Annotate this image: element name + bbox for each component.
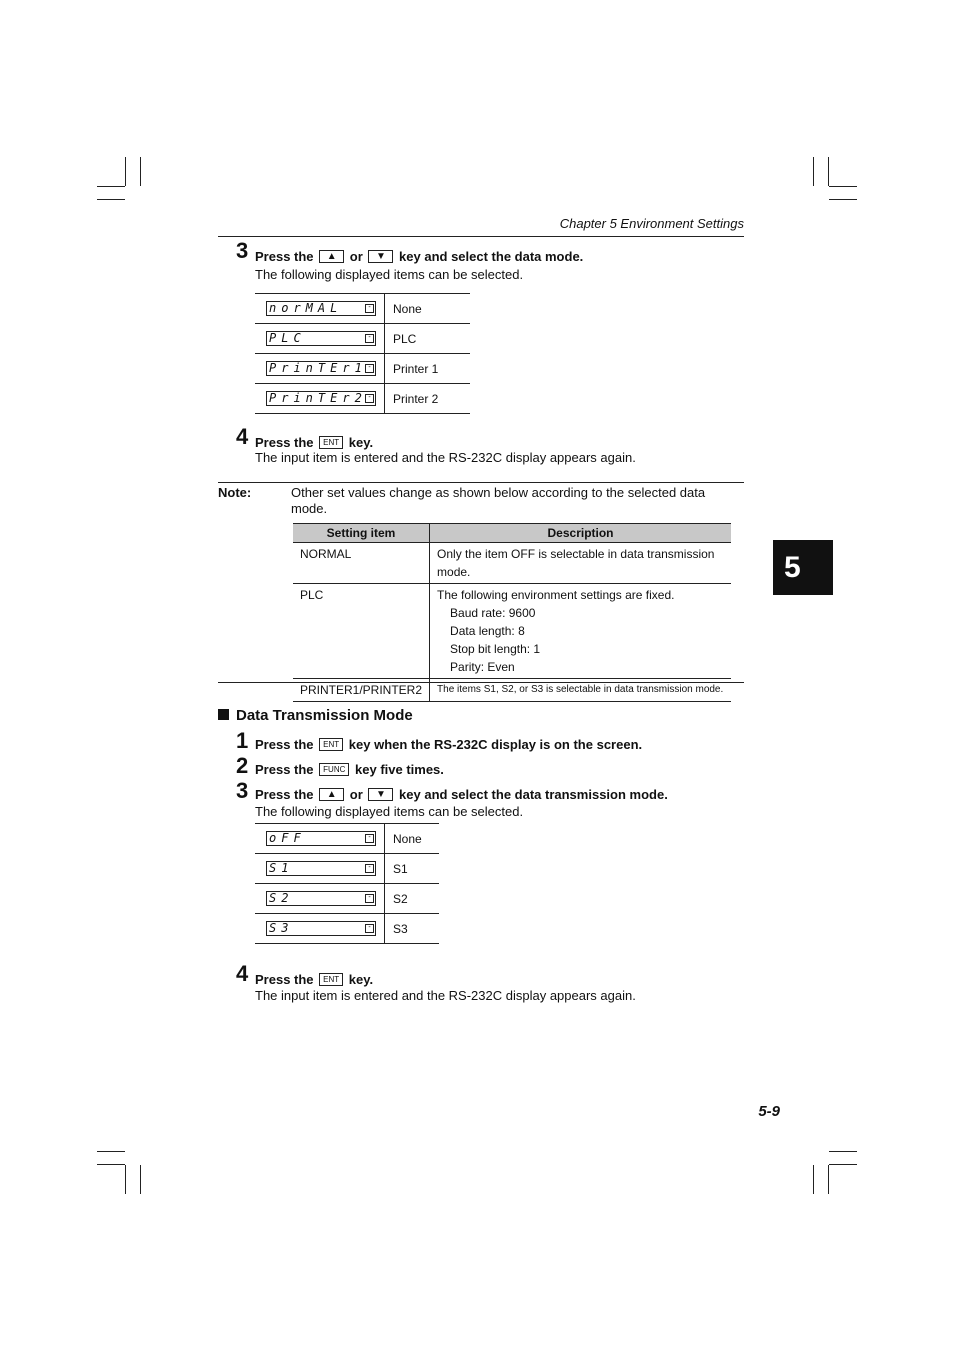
table-row bbox=[293, 543, 731, 584]
step-text: or bbox=[349, 787, 363, 802]
ent-key-icon: ENT bbox=[319, 738, 343, 751]
table-row bbox=[255, 294, 470, 324]
table-row bbox=[255, 324, 470, 354]
table-row bbox=[255, 384, 470, 414]
crop-mark bbox=[829, 1151, 857, 1152]
setting-description bbox=[430, 584, 731, 679]
crop-mark bbox=[125, 157, 126, 186]
column-header: Description bbox=[430, 524, 731, 543]
crop-mark bbox=[97, 1151, 125, 1152]
step-text: key five times. bbox=[355, 762, 444, 777]
crop-mark bbox=[828, 1165, 829, 1194]
table-header-row bbox=[293, 524, 731, 543]
crop-mark bbox=[829, 1164, 857, 1165]
step-number: 1 bbox=[236, 728, 249, 753]
crop-mark bbox=[97, 1164, 125, 1165]
step-text: Press the bbox=[255, 762, 314, 777]
lcd-button-icon: - bbox=[365, 864, 374, 873]
lcd-button-icon: - bbox=[365, 394, 374, 403]
lcd-display-icon bbox=[266, 391, 376, 406]
lcd-button-icon: - bbox=[365, 304, 374, 313]
lcd-text: PrinTEr1 bbox=[269, 361, 367, 375]
step-text: key. bbox=[348, 972, 374, 987]
step-title bbox=[255, 737, 642, 752]
step-title bbox=[255, 435, 373, 450]
note-top-rule bbox=[218, 482, 744, 483]
settings-table bbox=[293, 523, 731, 702]
step-text: Press the bbox=[255, 435, 314, 450]
crop-mark bbox=[813, 1165, 814, 1194]
step-text: Press the bbox=[255, 737, 314, 752]
setting-item: PLC bbox=[293, 584, 430, 679]
crop-mark bbox=[97, 186, 125, 187]
fixed-setting: Data length: 8 bbox=[450, 624, 525, 638]
setting-description: The items S1, S2, or S3 is selectable in data transmission mode. bbox=[430, 679, 731, 702]
step-text: key when the RS-232C display is on the screen. bbox=[348, 737, 643, 752]
step-text: Press the bbox=[255, 787, 314, 802]
step-text: key and select the data mode. bbox=[399, 249, 584, 264]
step-description: The following displayed items can be selected. bbox=[255, 804, 524, 819]
crop-mark bbox=[140, 157, 141, 186]
fixed-setting: Parity: Even bbox=[450, 660, 515, 674]
crop-mark bbox=[829, 186, 857, 187]
table-row bbox=[255, 854, 439, 884]
lcd-text: PLC bbox=[269, 331, 306, 345]
note-text: Other set values change as shown below according to the selected data mode. bbox=[291, 485, 706, 516]
crop-mark bbox=[140, 1165, 141, 1194]
up-arrow-key-icon: ▲ bbox=[319, 788, 344, 801]
step-text: Press the bbox=[255, 972, 314, 987]
step-title bbox=[255, 762, 444, 777]
section-title: Data Transmission Mode bbox=[236, 707, 413, 724]
step-number: 4 bbox=[236, 961, 249, 986]
lcd-display-icon bbox=[266, 921, 376, 936]
lcd-text: S2 bbox=[269, 891, 294, 905]
lcd-cell bbox=[255, 854, 385, 883]
step-text: key. bbox=[348, 435, 374, 450]
note-label: Note: bbox=[218, 485, 252, 500]
lcd-text: S3 bbox=[269, 921, 294, 935]
down-arrow-key-icon: ▼ bbox=[368, 250, 393, 263]
step-text: or bbox=[349, 249, 363, 264]
mode-label: None bbox=[393, 832, 422, 846]
func-key-icon: FUNC bbox=[319, 763, 349, 776]
crop-mark bbox=[97, 199, 125, 200]
step-number: 3 bbox=[236, 778, 249, 803]
lcd-cell bbox=[255, 824, 385, 853]
fixed-setting: Baud rate: 9600 bbox=[450, 606, 536, 620]
lcd-cell bbox=[255, 324, 385, 353]
crop-mark bbox=[813, 157, 814, 186]
step-number: 4 bbox=[236, 424, 249, 449]
square-bullet-icon bbox=[218, 709, 229, 720]
lcd-cell bbox=[255, 294, 385, 323]
transmission-mode-table bbox=[255, 823, 439, 944]
lcd-button-icon: - bbox=[365, 364, 374, 373]
down-arrow-key-icon: ▼ bbox=[368, 788, 393, 801]
mode-label: S3 bbox=[393, 922, 408, 936]
data-mode-table bbox=[255, 293, 470, 414]
mode-label: PLC bbox=[393, 332, 417, 346]
lcd-button-icon: - bbox=[365, 334, 374, 343]
lcd-text: norMAL bbox=[269, 301, 343, 315]
lcd-text: S1 bbox=[269, 861, 294, 875]
lcd-display-icon bbox=[266, 361, 376, 376]
lcd-cell bbox=[255, 914, 385, 943]
mode-label: Printer 1 bbox=[393, 362, 439, 376]
lcd-button-icon: - bbox=[365, 924, 374, 933]
step-description: The input item is entered and the RS-232C display appears again. bbox=[255, 988, 636, 1003]
ent-key-icon: ENT bbox=[319, 973, 343, 986]
section-heading bbox=[218, 707, 413, 724]
description-text: The following environment settings are fixed. bbox=[437, 588, 675, 602]
lcd-display-icon bbox=[266, 891, 376, 906]
mode-label: None bbox=[393, 302, 422, 316]
note-bottom-rule bbox=[218, 682, 744, 683]
table-row bbox=[255, 914, 439, 944]
crop-mark bbox=[828, 157, 829, 186]
chapter-header: Chapter 5 Environment Settings bbox=[559, 216, 744, 231]
step-number: 3 bbox=[236, 238, 249, 263]
column-header: Setting item bbox=[293, 524, 430, 543]
step-number: 2 bbox=[236, 753, 249, 778]
lcd-cell bbox=[255, 884, 385, 913]
lcd-text: PrinTEr2 bbox=[269, 391, 367, 405]
step-title bbox=[255, 972, 373, 987]
table-row bbox=[255, 824, 439, 854]
step-title bbox=[255, 249, 583, 264]
step-text: Press the bbox=[255, 249, 314, 264]
step-title bbox=[255, 787, 668, 802]
step-text: key and select the data transmission mode. bbox=[399, 787, 668, 802]
setting-description: Only the item OFF is selectable in data transmission mode. bbox=[430, 543, 731, 584]
page-number: 5-9 bbox=[758, 1103, 780, 1120]
fixed-setting: Stop bit length: 1 bbox=[450, 642, 541, 656]
header-rule bbox=[218, 236, 744, 237]
lcd-display-icon bbox=[266, 331, 376, 346]
table-row bbox=[293, 584, 731, 679]
mode-label: S2 bbox=[393, 892, 408, 906]
table-row bbox=[255, 884, 439, 914]
crop-mark bbox=[125, 1165, 126, 1194]
lcd-display-icon bbox=[266, 831, 376, 846]
lcd-button-icon: - bbox=[365, 894, 374, 903]
lcd-display-icon bbox=[266, 861, 376, 876]
mode-label: Printer 2 bbox=[393, 392, 439, 406]
table-row bbox=[255, 354, 470, 384]
chapter-tab: 5 bbox=[773, 540, 833, 595]
lcd-cell bbox=[255, 354, 385, 383]
lcd-button-icon: - bbox=[365, 834, 374, 843]
lcd-cell bbox=[255, 384, 385, 413]
lcd-display-icon bbox=[266, 301, 376, 316]
ent-key-icon: ENT bbox=[319, 436, 343, 449]
up-arrow-key-icon: ▲ bbox=[319, 250, 344, 263]
lcd-text: oFF bbox=[269, 831, 306, 845]
setting-item: PRINTER1/PRINTER2 bbox=[293, 679, 430, 702]
setting-item: NORMAL bbox=[293, 543, 430, 584]
step-description: The following displayed items can be selected. bbox=[255, 267, 524, 282]
step-description: The input item is entered and the RS-232C display appears again. bbox=[255, 450, 636, 465]
mode-label: S1 bbox=[393, 862, 408, 876]
crop-mark bbox=[829, 199, 857, 200]
